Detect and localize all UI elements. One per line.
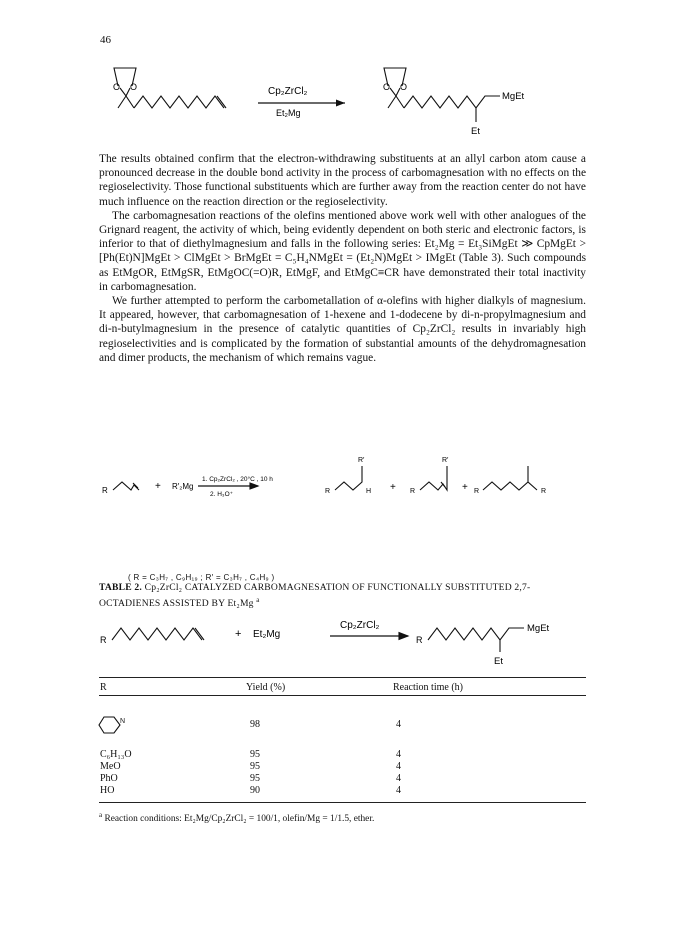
row4-time: 4	[396, 773, 401, 784]
scheme2-reagent: R′₂Mg	[172, 482, 194, 491]
olefin-reactant	[113, 482, 139, 490]
scheme2-plus-1: +	[155, 481, 161, 492]
row3-r: MeO	[100, 761, 121, 772]
table-scheme	[90, 612, 590, 674]
row3-yield: 95	[250, 761, 260, 772]
table-top-rule	[99, 677, 586, 678]
paragraph-1: The results obtained confirm that the electron-withdrawing substituents at an allyl carbon atom cause a pronounced decrease in the double bond activity in the process of carbomagnesation with no effects on the regioselectivity. Those functional substituents which are further away from the reaction center do not have much influence on the reaction direction or the regioselectivity.	[99, 153, 586, 208]
scheme-1	[90, 50, 610, 145]
label-r-4: R	[541, 488, 547, 495]
table-label: TABLE 2.	[99, 582, 143, 593]
r-definition: ( R = C₃H₇ , C₉H₁₉ ; R′ = C₃H₇ , C₄H₉ )	[128, 573, 275, 582]
col-header-time: Reaction time (h)	[393, 682, 463, 693]
ring-atom-o1: O	[113, 82, 121, 92]
table-bottom-rule	[99, 802, 586, 803]
table-scheme-catalyst: Cp₂ZrCl₂	[340, 620, 380, 631]
arrow-head	[336, 100, 345, 107]
label-h: H	[366, 488, 372, 495]
scheme1-reagent-bottom: Et₂Mg	[276, 108, 301, 118]
label-rprime-2: R′	[442, 457, 449, 464]
scheme2-r: R	[102, 486, 108, 495]
table-scheme-r: R	[100, 635, 107, 645]
scheme2-conditions-top: 1. Cp₂ZrCl₂ , 20°C , 10 h	[202, 476, 273, 483]
row2-time: 4	[396, 749, 401, 760]
table-caption-text: Cp₂ZrCl₂ CATALYZED CARBOMAGNESATION OF FUNCTIONALLY SUBSTITUTED 2,7-OCTADIENES ASSISTED BY Et₂Mg	[99, 582, 531, 610]
product-et-label: Et	[471, 126, 480, 137]
row5-yield: 90	[250, 785, 260, 796]
product-linear	[483, 466, 537, 490]
row1-yield: 98	[250, 719, 260, 730]
footnote-text: Reaction conditions: Et₂Mg/Cp₂ZrCl₂ = 100/1, olefin/Mg = 1/1.5, ether.	[104, 814, 375, 825]
row4-yield: 95	[250, 773, 260, 784]
scheme-2	[90, 452, 600, 512]
col-header-r: R	[100, 682, 107, 693]
page-number: 46	[100, 34, 111, 46]
label-r-3: R	[474, 488, 480, 495]
paragraph-2: The carbomagnesation reactions of the olefins mentioned above work well with other analogues of the Grignard reagent, the activity of which, being evidently dependent on both steric and electronic factors, is inferior to that of diethylmagnesium and falls in the following series: Et₂Mg = Et₃SiMgEt ≫ CpMgEt > [Ph(Et)N]MgEt > ClMgEt > BrMgEt = C₅H₄NMgEt = (Et₂N)MgEt > IMgEt (Table 3). Such compounds as EtMgOR, EtMgSR, EtMgOC(=O)R, EtMgF, and EtMgC≡CR have demonstrated their total inactivity in carbomagnesation.	[99, 209, 586, 293]
label-r-2: R	[410, 488, 416, 495]
product-mgEt-label: MgEt	[502, 91, 525, 102]
table-caption	[99, 581, 586, 610]
body-text	[99, 152, 586, 365]
product-dimer	[420, 466, 447, 490]
table-scheme-mgEt: MgEt	[527, 623, 550, 634]
piperidine-structure	[98, 712, 128, 738]
footnote-mark: a	[99, 811, 103, 819]
col-header-yield: Yield (%)	[246, 682, 286, 693]
row5-time: 4	[396, 785, 401, 796]
label-rprime-1: R′	[358, 457, 365, 464]
table-caption-note: a	[256, 596, 260, 604]
ring-atom-o2: O	[130, 82, 138, 92]
row1-time: 4	[396, 719, 401, 730]
product-ring-o1: O	[383, 82, 391, 92]
row4-r: PhO	[100, 773, 118, 784]
table-scheme-product-r: R	[416, 635, 423, 645]
product-branched	[335, 466, 362, 490]
table-header-rule	[99, 695, 586, 696]
product-ring-o2: O	[400, 82, 408, 92]
row2-yield: 95	[250, 749, 260, 760]
product-structure	[384, 68, 500, 122]
table-scheme-reagent: Et₂Mg	[253, 629, 281, 640]
row1-r: N	[120, 718, 126, 725]
row2-r: C₆H₁₃O	[100, 749, 132, 760]
scheme2-plus-2: +	[390, 482, 396, 493]
row5-r: HO	[100, 785, 115, 796]
scheme2-conditions-bottom: 2. H₃O⁺	[210, 491, 234, 498]
label-r-1: R	[325, 488, 331, 495]
scheme2-plus-3: +	[462, 482, 468, 493]
table-footnote	[99, 811, 374, 824]
scheme1-reagent-top: Cp₂ZrCl₂	[268, 86, 308, 97]
row3-time: 4	[396, 761, 401, 772]
table-scheme-plus: +	[235, 628, 242, 640]
table-scheme-et: Et	[494, 656, 503, 667]
paragraph-3: We further attempted to perform the carbometallation of α-olefins with higher dialkyls of magnesium. It appeared, however, that carbomagnesation of 1-hexene and 1-dodecene by di-n-propylmagnesium and di-n-butylmagnesium in the presence of catalytic quantities of Cp₂ZrCl₂ results in invariably high regioselectivities and is complicated by the formation of substantial amounts of the dehydromagnesation and dimer products, the mechanism of which remains vague.	[99, 295, 586, 364]
